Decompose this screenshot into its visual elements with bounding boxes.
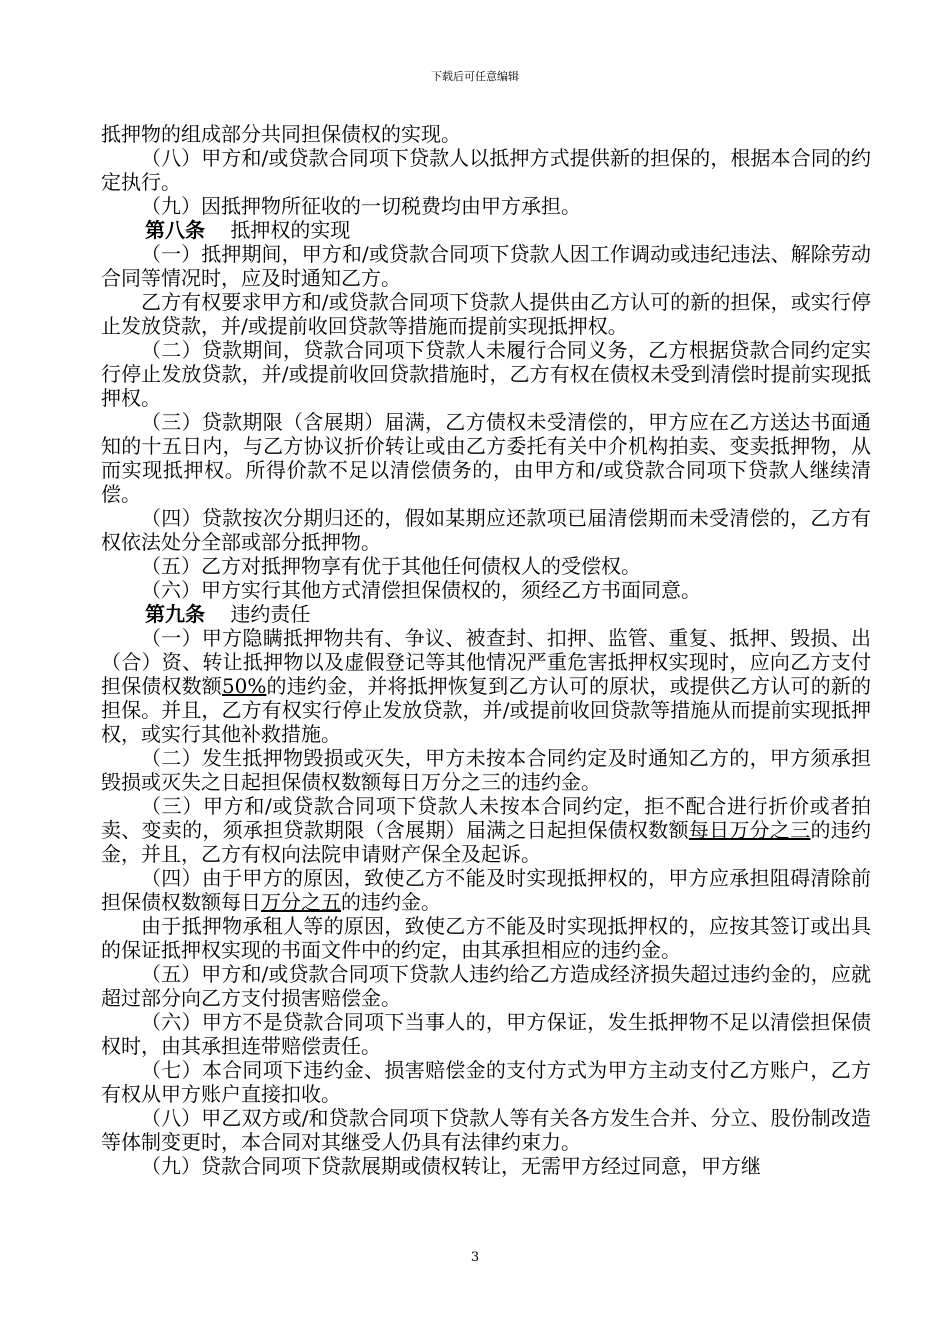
article-title: 违约责任: [230, 602, 311, 626]
paragraph: （八）甲乙双方或/和贷款合同项下贷款人等有关各方发生合并、分立、股份制改造等体制变更时，本合同对其继受人仍具有法律约束力。: [101, 1106, 871, 1154]
paragraph: 由于抵押物承租人等的原因，致使乙方不能及时实现抵押权的，应按其签订或出具的保证抵押权实现的书面文件中的约定，由其承担相应的违约金。: [101, 914, 871, 962]
article-title: 抵押权的实现: [230, 218, 351, 242]
paragraph: [101, 794, 871, 866]
text-run: 的违约金，并且，乙方有权向法院申请财产保全及起诉。: [101, 818, 872, 866]
article-number: 第九条: [145, 602, 205, 626]
underlined-amount: 50%: [221, 674, 267, 698]
article-heading-8: [101, 218, 871, 242]
paragraph: （五）乙方对抵押物享有优于其他任何债权人的受偿权。: [141, 554, 641, 578]
paragraph: （二）发生抵押物毁损或灭失，甲方未按本合同约定及时通知乙方的，甲方须承担毁损或灭失之日起担保债权数额每日万分之三的违约金。: [101, 746, 871, 794]
document-body: [101, 122, 871, 1178]
paragraph: [101, 626, 871, 746]
paragraph: （一）抵押期间，甲方和/或贷款合同项下贷款人因工作调动或违纪违法、解除劳动合同等情况时，应及时通知乙方。: [101, 242, 871, 290]
paragraph: （六）甲方实行其他方式清偿担保债权的，须经乙方书面同意。: [141, 578, 701, 602]
paragraph: 乙方有权要求甲方和/或贷款合同项下贷款人提供由乙方认可的新的担保，或实行停止发放贷款，并/或提前收回贷款等措施而提前实现抵押权。: [101, 290, 871, 338]
page-number: 3: [470, 1250, 480, 1265]
paragraph: （九）贷款合同项下贷款展期或债权转让，无需甲方经过同意，甲方继: [141, 1154, 761, 1178]
text-run: （四）由于甲方的原因，致使乙方不能及时实现抵押权的，甲方应承担阻碍清除前担保债权数额每日: [101, 866, 871, 914]
paragraph: （九）因抵押物所征收的一切税费均由甲方承担。: [141, 194, 581, 218]
paragraph: 抵押物的组成部分共同担保债权的实现。: [101, 122, 461, 146]
page-header: 下载后可任意编辑: [431, 70, 519, 83]
paragraph: （二）贷款期间，贷款合同项下贷款人未履行合同义务，乙方根据贷款合同约定实行停止发放贷款，并/或提前收回贷款措施时，乙方有权在债权未受到清偿时提前实现抵押权。: [101, 338, 871, 410]
paragraph: （四）贷款按次分期归还的，假如某期应还款项已届清偿期而未受清偿的，乙方有权依法处分全部或部分抵押物。: [101, 506, 871, 554]
article-number: 第八条: [145, 218, 205, 242]
paragraph: （七）本合同项下违约金、损害赔偿金的支付方式为甲方主动支付乙方账户，乙方有权从甲方账户直接扣收。: [101, 1058, 871, 1106]
text-run: 的违约金。: [341, 890, 441, 914]
article-heading-9: [101, 602, 871, 626]
text-run: 的违约金，并将抵押恢复到乙方认可的原状，或提供乙方认可的新的担保。并且，乙方有权实行停止发放贷款，并/或提前收回贷款等措施从而提前实现抵押权，或实行其他补救措施。: [101, 674, 872, 746]
underlined-amount: 万分之五: [261, 890, 341, 914]
paragraph: （五）甲方和/或贷款合同项下贷款人违约给乙方造成经济损失超过违约金的，应就超过部分向乙方支付损害赔偿金。: [101, 962, 871, 1010]
paragraph: （三）贷款期限（含展期）届满，乙方债权未受清偿的，甲方应在乙方送达书面通知的十五日内，与乙方协议折价转让或由乙方委托有关中介机构拍卖、变卖抵押物，从而实现抵押权。所得价款不足以清偿债务的，由甲方和/或贷款合同项下贷款人继续清偿。: [101, 410, 871, 506]
paragraph: （八）甲方和/或贷款合同项下贷款人以抵押方式提供新的担保的，根据本合同的约定执行。: [101, 146, 871, 194]
text-run: （一）甲方隐瞒抵押物共有、争议、被查封、扣押、监管、重复、抵押、毁损、出（合）资、转让抵押物以及虚假登记等其他情况严重危害抵押权实现时，应向乙方支付担保债权数额: [101, 626, 871, 698]
text-run: （三）甲方和/或贷款合同项下贷款人未按本合同约定，拒不配合进行折价或者拍卖、变卖的，须承担贷款期限（含展期）届满之日起担保债权数额: [101, 794, 871, 842]
paragraph: （六）甲方不是贷款合同项下当事人的，甲方保证，发生抵押物不足以清偿担保债权时，由其承担连带赔偿责任。: [101, 1010, 871, 1058]
paragraph: [101, 866, 871, 914]
underlined-amount: 每日万分之三: [688, 818, 811, 842]
